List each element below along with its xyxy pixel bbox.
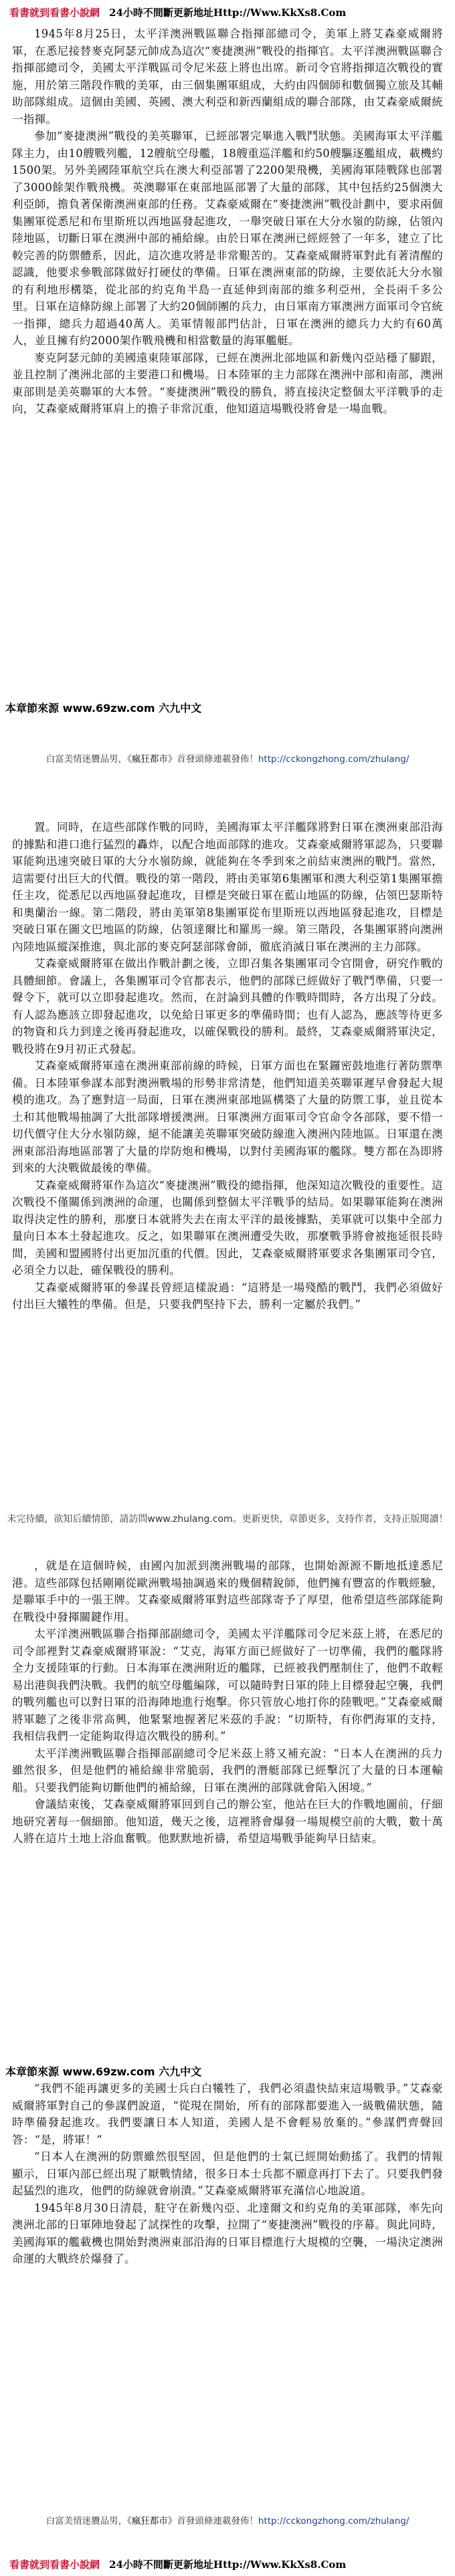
banner-title: 《瘋狂都市》 bbox=[127, 2516, 177, 2527]
promo-banner[interactable] bbox=[0, 2513, 455, 2527]
paragraph: 1945年8月25日，太平洋澳洲戰區聯合指揮部總司令，美軍上將艾森豪威爾將軍，在悉尼接替麥克阿瑟元帥成為這次“麥捷澳洲”戰役的指揮官。太平洋澳洲戰區聯合指揮部總司令，美國太平洋戰區司令尼米茲上將也出席。新司令官將指揮這次戰役的實施，用於第三階段作戰的美軍，由三個集團軍組成，大約由四個師和數個獨立旅及其輔助部隊組成。這個由美國、英國、澳大利亞和新西蘭組成的聯合部隊，由艾森豪威爾統一指揮。 bbox=[12, 27, 443, 126]
paragraph: “我們不能再讓更多的美國士兵白白犧牲了，我們必須盡快結束這場戰爭。”艾森豪威爾將軍對自己的參謀們說道，“從現在開始，所有的部隊都要進入一級戰備狀態，隨時準備發起進攻。我們要讓日本人知道，美國人是不會輕易放棄的。”參謀們齊聲回答：“是，將軍！” bbox=[12, 2082, 443, 2146]
promo-banner[interactable] bbox=[0, 751, 455, 765]
paragraph: 麥克阿瑟元帥的美國遠東陸軍部隊，已經在澳洲北部地區和新幾內亞站穩了腳跟，並且控制了澳洲北部的主要港口和機場。日本陸軍的主力部隊在澳洲中部和南部，澳洲東部則是美英聯軍的大本營。“麥捷澳洲”戰役的勝負，將直接決定整個太平洋戰爭的走向，艾森豪威爾將軍肩上的擔子非常沉重，他知道這場戰役將會是一場血戰。 bbox=[12, 351, 443, 415]
banner-middle: 首發頭條連載發佈！ bbox=[177, 2516, 258, 2527]
site-name[interactable]: 看書就到看書小說網 bbox=[9, 6, 100, 19]
banner-prefix: 白富美情迷贗品男， bbox=[46, 2516, 128, 2527]
site-name[interactable]: 看書就到看書小說網 bbox=[9, 2558, 100, 2571]
paragraph: 置。同時，在這些部隊作戰的同時，美國海軍太平洋艦隊將對日軍在澳洲東部沿海的據點和港口進行猛烈的轟炸，以配合地面部隊的進攻。艾森豪威爾將軍認為，只要聯軍能夠迅速突破日軍的大分水嶺防線，就能夠在冬季到來之前結束澳洲的戰鬥。當然，這需要付出巨大的代價。戰役的第一階段，將由美軍第6集團軍和澳大利亞第1集團軍擔任主攻，從悉尼以西地區發起進攻，目標是突破日軍在藍山地區的防線，佔領巴瑟斯特和奧蘭治一線。第二階段，將由美軍第8集團軍從布里斯班以西地區發起進攻，目標是突破日軍在圖文巴地區的防線，佔領達爾比和羅馬一線。第三階段，各集團軍將向澳洲內陸地區縱深推進，與北部的麥克阿瑟部隊會師，徹底消滅日軍在澳洲的主力部隊。 bbox=[12, 821, 443, 953]
source-label: 本章節來源 www.69zw.com 六九中文 bbox=[5, 702, 202, 715]
paragraph: 參加“麥捷澳洲”戰役的美英聯軍，已經部署完畢進入戰鬥狀態。美國海軍太平洋艦隊主力，由10艘戰列艦，12艘航空母艦，18艘重巡洋艦和約50艘驅逐艦組成，載機約1500架。另外美國陸軍航空兵在澳大利亞部署了2200架飛機，美國海軍陸戰隊也部署了3000餘架作戰飛機。英澳聯軍在東部地區部署了大量的部隊，其中包括約25個澳大利亞師，擔負著保衛澳洲東部的任務。艾森豪威爾在“麥捷澳洲”戰役計劃中，要求兩個集團軍從悉尼和布里斯班以西地區發起進攻，一舉突破日軍在大分水嶺的防線，佔領內陸地區，切斷日軍在澳洲中部的補給線。由於日軍在澳洲已經經營了一年多，建立了比較完善的防禦體系，因此，這次進攻將是非常艱苦的。艾森豪威爾將軍對此有著清醒的認識，他要求參戰部隊做好打硬仗的準備。日軍在澳洲東部的防線，主要依託大分水嶺的有利地形構築，從北部的約克角半島一直延伸到南部的維多利亞州，全長兩千多公里。日軍在這條防線上部署了大約20個師團的兵力，由日軍南方軍澳洲方面軍司令官統一指揮，總兵力超過40萬人。美軍情報部門估計，日軍在澳洲的總兵力大約有60萬人，並且擁有約2000架作戰飛機和相當數量的海軍艦艇。 bbox=[12, 130, 443, 347]
banner-middle: 首發頭條連載發佈！ bbox=[177, 754, 258, 765]
paragraph: 艾森豪威爾將軍在做出作戰計劃之後，立即召集各集團軍司令官開會，研究作戰的具體細節。會議上，各集團軍司令官都表示，他們的部隊已經做好了戰鬥準備，只要一聲令下，就可以立即發起進攻。然而，在討論到具體的作戰時間時，各方出現了分歧。有人認為應該立即發起進攻，以免給日軍更多的準備時間；也有人認為，應該等待更多的物資和兵力到達之後再發起進攻，以確保戰役的勝利。最終，艾森豪威爾將軍決定，戰役將在9月初正式發起。 bbox=[12, 957, 443, 1055]
chapter-text-section-1 bbox=[12, 25, 443, 698]
banner-title: 《瘋狂都市》 bbox=[127, 754, 177, 765]
paragraph: 太平洋澳洲戰區聯合指揮部副總司令尼米茲上將又補充說：“日本人在澳洲的兵力雖然很多，但是他們的補給線非常脆弱，我們的潛艇部隊已經擊沉了大量的日本運輸船。只要我們能夠切斷他們的補給線，日軍在澳洲的部隊就會陷入困境。” bbox=[12, 1747, 443, 1794]
paragraph: 太平洋澳洲戰區聯合指揮部副總司令，美國太平洋艦隊司令尼米茲上將，在悉尼的司令部裡對艾森豪威爾將軍說：“艾克，海軍方面已經做好了一切準備，我們的艦隊將全力支援陸軍的行動。日本海軍在澳洲附近的艦隊，已經被我們壓制住了，他們不敢輕易出港與我們決戰。我們的航空母艦編隊，可以隨時對日軍的陸上目標發起空襲，我們的戰列艦也可以對日軍的沿海陣地進行炮擊。你只管放心地打你的陸戰吧。”艾森豪威爾將軍聽了之後非常高興，他緊緊地握著尼米茲的手說：“切斯特，有你們海軍的支持，我相信我們一定能夠取得這次戰役的勝利。” bbox=[12, 1628, 443, 1743]
banner-link[interactable]: http://cckongzhong.com/zhulang/ bbox=[258, 2516, 410, 2527]
site-tagline: 24小時不間斷更新地址Http://Www.KkXs8.Com bbox=[109, 6, 347, 19]
paragraph: “日本人在澳洲的防禦雖然很堅固，但是他們的士氣已經開始動搖了。我們的情報顯示，日軍內部已經出現了厭戰情緒，很多日本士兵都不願意再打下去了。只要我們發起猛烈的進攻，他們的防線就會崩潰。”艾森豪威爾將軍充滿信心地說道。 bbox=[12, 2150, 443, 2197]
paragraph: 1945年8月30日清晨，駐守在新幾內亞、北達爾文和約克角的美軍部隊，率先向澳洲北部的日軍陣地發起了試探性的攻擊，拉開了“麥捷澳洲”戰役的序幕。與此同時，美國海軍的艦載機也開始對澳洲東部沿海的日軍目標進行大規模的空襲，一場決定澳洲命運的大戰終於爆發了。 bbox=[12, 2201, 443, 2265]
site-tagline: 24小時不間斷更新地址Http://Www.KkXs8.Com bbox=[109, 2558, 347, 2571]
paragraph: 艾森豪威爾將軍的參謀長曾經這樣說過：“這將是一場殘酷的戰鬥，我們必須做好付出巨大犧牲的準備。但是，只要我們堅持下去，勝利一定屬於我們。” bbox=[12, 1281, 443, 1311]
paragraph: 會議結束後，艾森豪威爾將軍回到自己的辦公室，他站在巨大的作戰地圖前，仔細地研究著每一個細節。他知道，幾天之後，這裡將會爆發一場規模空前的大戰，數十萬人將在這片土地上浴血奮戰。他默默地祈禱，希望這場戰爭能夠早日結束。 bbox=[12, 1798, 443, 1845]
banner-prefix: 白富美情迷贗品男， bbox=[46, 754, 128, 765]
site-header bbox=[0, 0, 455, 24]
site-footer bbox=[0, 2552, 455, 2576]
chapter-text-section-4 bbox=[12, 2080, 443, 2494]
banner-link[interactable]: http://cckongzhong.com/zhulang/ bbox=[258, 754, 410, 765]
paragraph: 艾森豪威爾將軍作為這次“麥捷澳洲”戰役的總指揮，他深知這次戰役的重要性。這次戰役不僅關係到澳洲的命運，也關係到整個太平洋戰爭的結局。如果聯軍能夠在澳洲取得決定性的勝利，那麼日本就將失去在南太平洋的最後據點，美軍就可以集中全部力量向日本本土發起進攻。反之，如果聯軍在澳洲遭受失敗，那麼戰爭將會被拖延很長時間，美國和盟國將付出更加沉重的代價。因此，艾森豪威爾將軍要求各集團軍司令官，必須全力以赴，確保戰役的勝利。 bbox=[12, 1178, 443, 1277]
chapter-text-section-3 bbox=[12, 1557, 443, 2059]
chapter-text-section-2 bbox=[12, 819, 443, 1507]
continue-reading-notice: 未完待續，欲知后續情節，請訪問www.zhulang.com。更新更快，章節更多，支持作者，支持正版閱讀！ bbox=[7, 1514, 448, 1525]
paragraph: 艾森豪威爾將軍遠在澳洲東部前線的時候，日軍方面也在緊鑼密鼓地進行著防禦準備。日本陸軍參謀本部對澳洲戰場的形勢非常清楚，他們知道美英聯軍遲早會發起大規模的進攻。為了應對這一局面，日軍在澳洲東部地區構築了大量的防禦工事，並且從本土和其他戰場抽調了大批部隊增援澳洲。日軍澳洲方面軍司令官命令各部隊，要不惜一切代價守住大分水嶺防線，絕不能讓美英聯軍突破防線進入澳洲內陸地區。日軍還在澳洲東部沿海地區部署了大量的岸防炮和機場，以對付美國海軍的艦隊。雙方都在為即將到來的大決戰做最後的準備。 bbox=[12, 1059, 443, 1174]
source-label: 本章節來源 www.69zw.com 六九中文 bbox=[5, 2065, 202, 2078]
paragraph: ，就是在這個時候，由國內加派到澳洲戰場的部隊，也開始源源不斷地抵達悉尼港。這些部隊包括剛剛從歐洲戰場抽調過來的幾個精銳師，他們擁有豐富的作戰經驗，是聯軍手中的一張王牌。艾森豪威爾將軍對這些部隊寄予了厚望，他希望這些部隊能夠在戰役中發揮關鍵作用。 bbox=[12, 1559, 443, 1624]
